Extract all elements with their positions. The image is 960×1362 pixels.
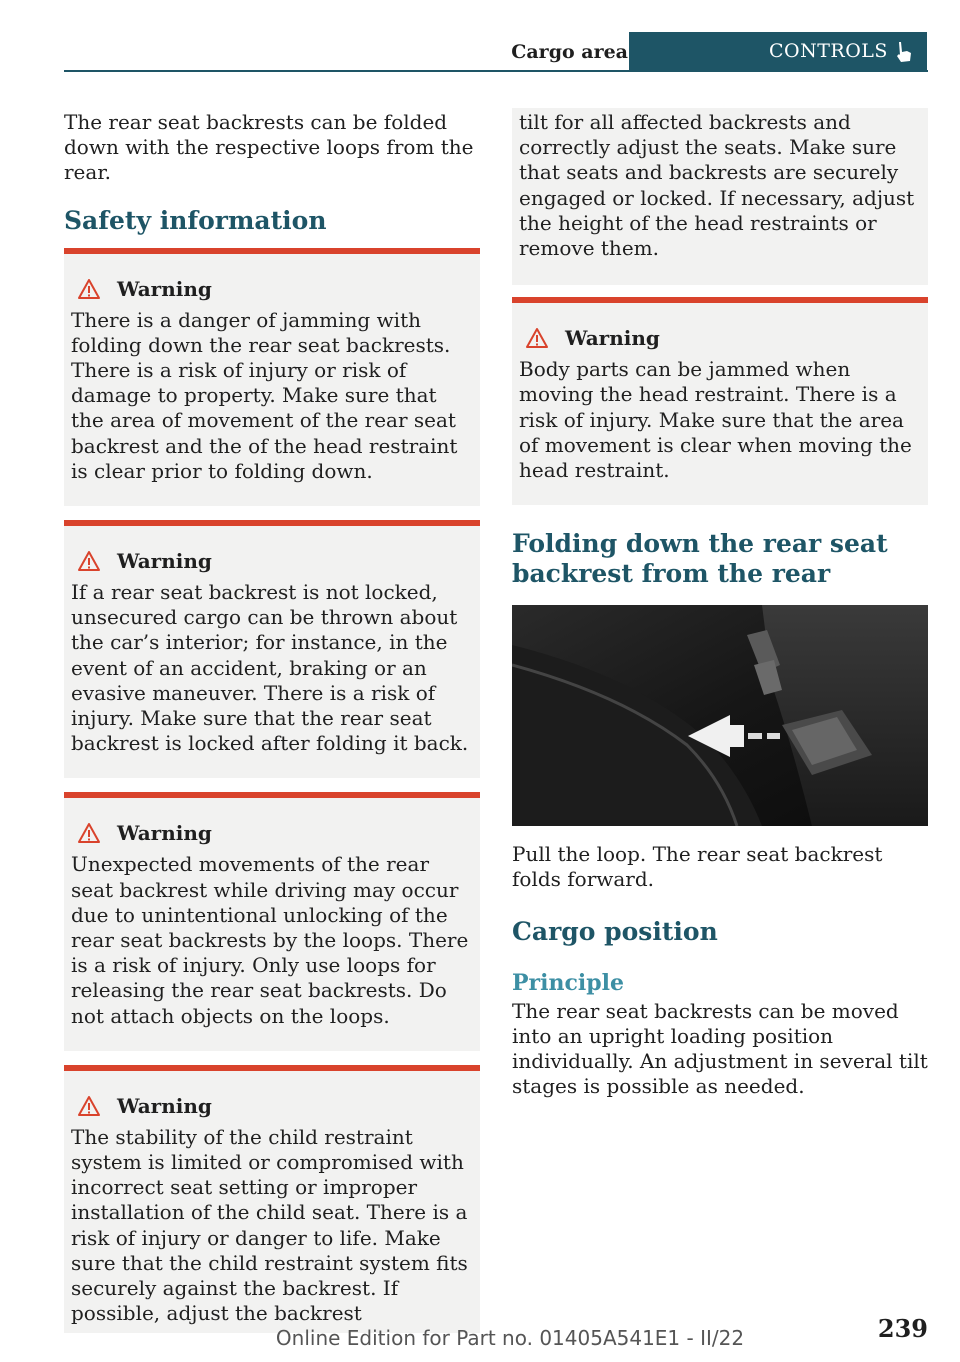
principle-heading: Principle (512, 969, 624, 996)
warning-header (519, 323, 920, 353)
warning-triangle-icon (77, 1095, 101, 1117)
warning-box (64, 520, 480, 778)
warning-triangle-icon (77, 278, 101, 300)
warning-box (64, 1065, 480, 1333)
warning-box (64, 792, 480, 1050)
warning-text: There is a danger of jamming with folding down the rear seat backrests. There is a risk of injury or risk of damage to property. Make sure that the area of movement of the rear seat backrest and the of the head restraint is clear prior to folding down. (71, 307, 458, 483)
warning-header (71, 546, 472, 576)
header-rule (64, 70, 928, 72)
warning-box (64, 248, 480, 506)
pointing-hand-icon (893, 40, 915, 64)
warning-continuation-text: tilt for all affected backrests and correctly adjust the seats. Make sure that seats and backrests are securely engaged or locked. If necessary, adjust the height of the head restraints or remove them. (519, 110, 915, 261)
warning-box (512, 297, 928, 505)
warning-text: If a rear seat backrest is not locked, unsecured cargo can be thrown about the car’s interior; for instance, in the event of an accident, braking or an evasive maneuver. There is a risk of injury. Make sure that the rear seat backrest is locked after folding it back. (71, 580, 469, 756)
warning-header (71, 1091, 472, 1121)
footer-edition: Online Edition for Part no. 01405A541E1 - II/22 (275, 1326, 745, 1350)
warning-triangle-icon (525, 327, 549, 349)
warning-text: Unexpected movements of the rear seat backrest while driving may occur due to unintentional unlocking of the rear seat backrests by the loops. There is a risk of injury. Only use loops for releasing the rear seat backrests. Do not attach objects on the loops. (71, 852, 469, 1028)
safety-information-heading: Safety information (64, 205, 327, 235)
warning-text: The stability of the child restraint system is limited or compromised with incorrect seat setting or improper installation of the child seat. There is a risk of injury or danger to life. Make sure that the child restraint system fits securely against the backrest. If possible, adjust the backrest (71, 1124, 468, 1326)
right-column (512, 108, 928, 1099)
chapter-tab[interactable] (629, 32, 927, 70)
backrest-loop-photo (512, 605, 928, 826)
warning-title: Warning (117, 1093, 212, 1118)
folding-instruction-text: Pull the loop. The rear seat backrest folds forward. (512, 842, 883, 892)
cargo-position-heading: Cargo position (512, 916, 718, 946)
backrest-loop-illustration (512, 605, 928, 826)
warning-triangle-icon (77, 550, 101, 572)
folding-down-heading: Folding down the rear seat backrest from the rear (512, 529, 888, 589)
page-number: 239 (877, 1314, 928, 1343)
intro-paragraph: The rear seat backrests can be folded down with the respective loops from the rear. (64, 110, 474, 185)
chapter-tab-label: CONTROLS (769, 40, 888, 62)
principle-text: The rear seat backrests can be moved into an upright loading position individually. An adjustment in several tilt stages is possible as needed. (512, 998, 928, 1099)
warning-title: Warning (565, 326, 660, 351)
warning-title: Warning (117, 276, 212, 301)
left-column (64, 108, 480, 1333)
warning-triangle-icon (77, 822, 101, 844)
warning-header (71, 274, 472, 304)
warning-header (71, 818, 472, 848)
warning-text: Body parts can be jammed when moving the head restraint. There is a risk of injury. Make sure that the area of movement is clear when moving the head restraint. (519, 357, 912, 483)
header-section-title: Cargo area (511, 41, 628, 63)
warning-title: Warning (117, 821, 212, 846)
warning-continuation-box (512, 108, 928, 285)
warning-title: Warning (117, 549, 212, 574)
